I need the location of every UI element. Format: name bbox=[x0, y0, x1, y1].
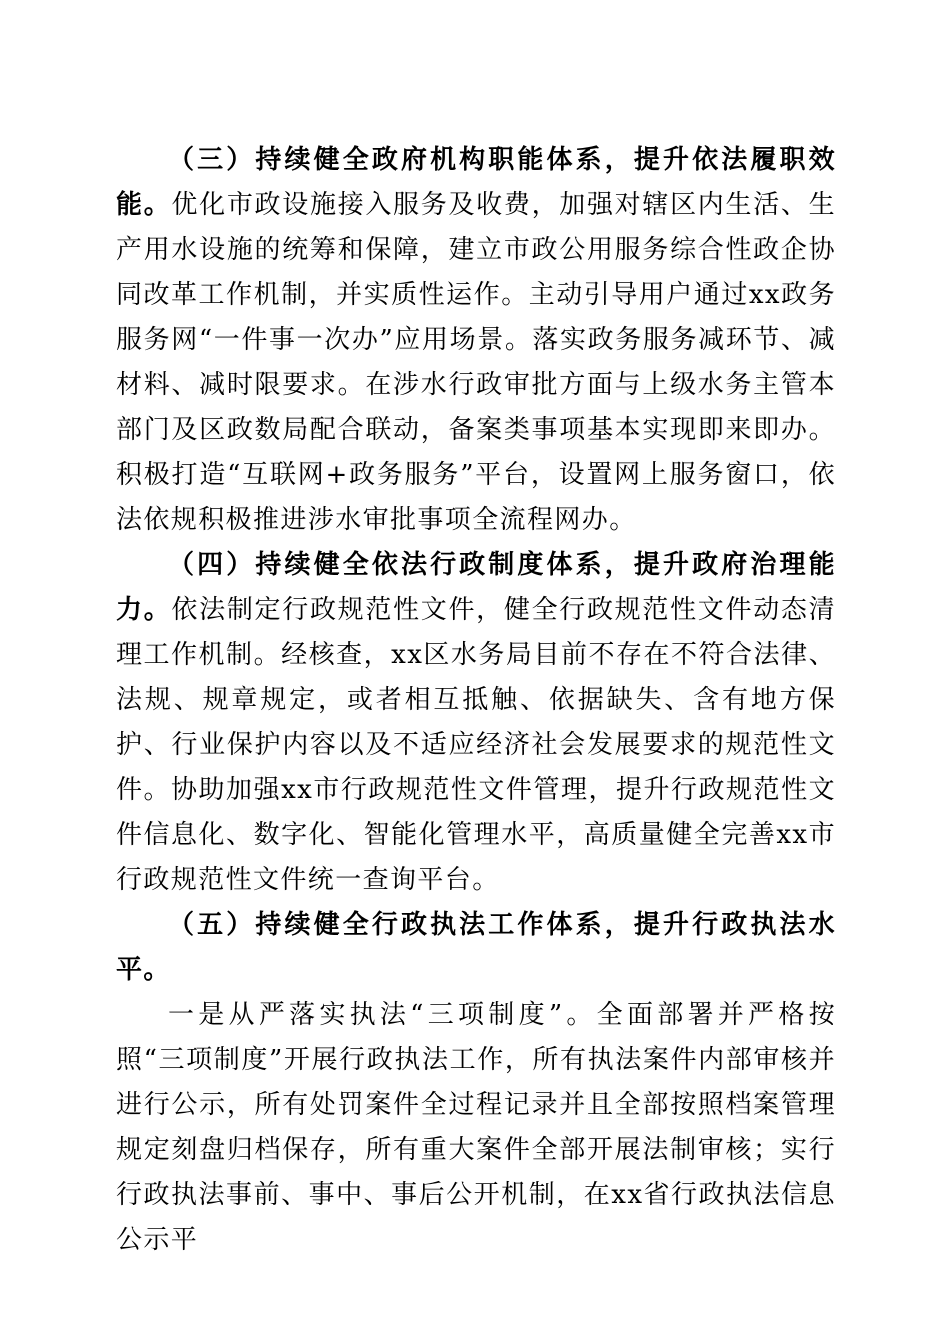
document-body bbox=[116, 138, 836, 1263]
section-5-heading: （五）持续健全行政执法工作体系，提升行政执法水平。 bbox=[116, 910, 836, 985]
section-3-body: 优化市政设施接入服务及收费，加强对辖区内生活、生产用水设施的统筹和保障，建立市政公用服务综合性政企协同改革工作机制，并实质性运作。主动引导用户通过xx政务服务网“一件事一次办”应用场景。落实政务服务减环节、减材料、减时限要求。在涉水行政审批方面与上级水务主管本部门及区政数局配合联动，备案类事项基本实现即来即办。积极打造“互联网+政务服务”平台，设置网上服务窗口，依法依规积极推进涉水审批事项全流程网办。 bbox=[116, 190, 836, 535]
section-4-paragraph bbox=[116, 543, 836, 903]
section-5-paragraph bbox=[116, 903, 836, 993]
section-5-item-1-paragraph: 一是从严落实执法“三项制度”。全面部署并严格按照“三项制度”开展行政执法工作，所有执法案件内部审核并进行公示，所有处罚案件全过程记录并且全部按照档案管理规定刻盘归档保存，所有重大案件全部开展法制审核；实行行政执法事前、事中、事后公开机制，在xx省行政执法信息公示平 bbox=[116, 1000, 836, 1255]
section-4-body: 依法制定行政规范性文件，健全行政规范性文件动态清理工作机制。经核查，xx区水务局目前不存在不符合法律、法规、规章规定，或者相互抵触、依据缺失、含有地方保护、行业保护内容以及不适应经济社会发展要求的规范性文件。协助加强xx市行政规范性文件管理，提升行政规范性文件信息化、数字化、智能化管理水平，高质量健全完善xx市行政规范性文件统一查询平台。 bbox=[116, 595, 836, 895]
section-3-paragraph bbox=[116, 138, 836, 543]
section-4-heading: （四）持续健全依法行政制度体系，提升政府治理能力。 bbox=[116, 550, 836, 625]
section-3-heading: （三）持续健全政府机构职能体系，提升依法履职效能。 bbox=[116, 145, 836, 220]
